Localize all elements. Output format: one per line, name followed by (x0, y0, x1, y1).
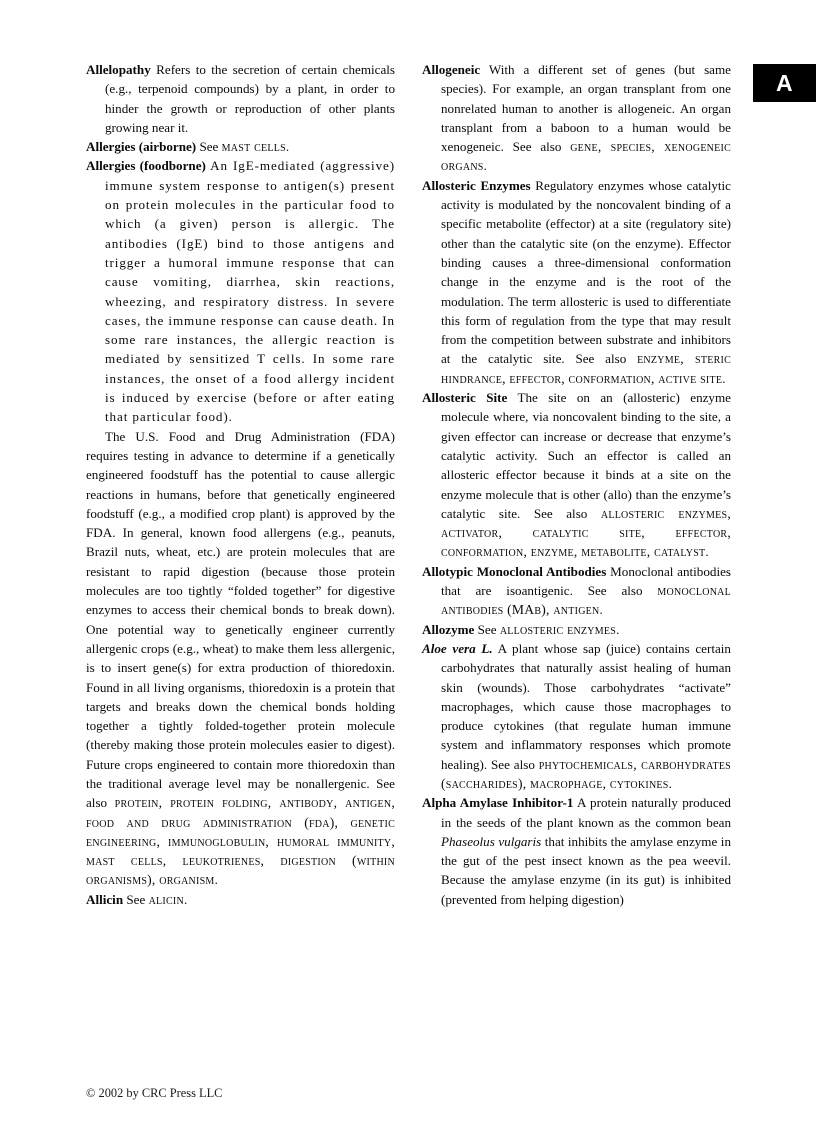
cross-reference[interactable]: monoclonal antibodies (MAb), antigen (441, 583, 731, 618)
entry-term: Allelopathy (86, 62, 151, 77)
species-name: Phaseolus vulgaris (441, 833, 542, 849)
entry-definition-tail: . (616, 621, 620, 637)
cross-reference[interactable]: protein, protein folding, antibody, antigen, food and drug administration (fda), genetic engineering, immunoglobulin, humoral immunity, mast cells, leukotrienes, digestion (within organisms), organism (86, 795, 395, 888)
entry-term: Allozyme (422, 621, 475, 637)
entry-definition: Monoclonal antibodies that are isoantigenic. See also (441, 563, 731, 599)
entry-allotypic-monoclonal-antibodies (422, 562, 731, 620)
cross-reference[interactable]: enzyme, steric hindrance, effector, conformation, active site (441, 351, 731, 386)
entry-definition-tail: . (722, 370, 726, 386)
cross-reference[interactable]: allosteric enzymes, activator, catalytic site, effector, conformation, enzyme, metabolite, catalyst (441, 505, 731, 560)
entry-term: Allotypic Monoclonal Antibodies (422, 563, 607, 579)
entry-term: Allosteric Site (422, 390, 508, 406)
entry-definition-tail: . (599, 602, 603, 618)
entry-term: Allergies (foodborne) (86, 158, 206, 174)
entry-definition-tail: . (183, 891, 188, 907)
entry-allicin (86, 890, 395, 909)
paragraph-tail: . (214, 872, 218, 888)
cross-reference[interactable]: phytochemicals, carbohydrates (saccharides), macrophage, cytokines (441, 756, 731, 791)
entry-term: Allosteric Enzymes (422, 177, 531, 193)
entry-definition: An IgE-mediated (aggressive) immune system response to antigen(s) present on protein molecules in the particular food to which (a given) person is allergic. The antibodies (IgE) bind to those antigens and trigger a humoral immune response that can cause vomiting, diarrhea, skin reactions, wheezing, and respiratory distress. In severe cases, the immune response can cause death. In some rare instances, the allergic reaction is mediated by sensitized T cells. In some rare instances, the onset of a food allergy incident is induced by exercise (before or after eating that particular food). (105, 158, 395, 425)
thumb-index-tab: A (753, 64, 816, 102)
entry-term: Allogeneic (422, 62, 481, 77)
entry-definition: See (126, 891, 149, 907)
entry-allelopathy (86, 60, 395, 137)
entry-term: Alpha Amylase Inhibitor-1 (422, 795, 574, 811)
entry-allosteric-enzymes (422, 176, 731, 388)
entry-alpha-amylase-inhibitor-1 (422, 793, 731, 909)
cross-reference[interactable]: allosteric enzymes (499, 621, 617, 637)
entry-allergies-foodborne (86, 156, 395, 426)
entry-definition: Regulatory enzymes whose catalytic activity is modulated by the noncovalent binding of a specific metabolite (effector) at a site (regulatory site) other than the catalytic site (on the enzyme). Effector binding causes a three-dimensional conformation change in the enzyme and is the root of the modulation. The term allosteric is used to differentiate this form of regulation from the type that may result from the competition between substrate and inhibitors at the catalytic site. See also (441, 177, 731, 367)
entry-definition: See (477, 621, 500, 637)
entry-allergies-foodborne-paragraph-2 (86, 427, 395, 890)
paragraph-text: The U.S. Food and Drug Administration (FDA) requires testing in advance to determine if a genetically engineered foodstuff has the potential to cause allergic reactions in humans, before that genetically engineered foodstuff (e.g., a modified crop plant) is approved by the FDA. In general, known food allergens (e.g., peanuts, Brazil nuts, wheat, etc.) are protein molecules that are resistant to rapid digestion (because those protein molecules are too tightly “folded together” for digestive enzymes to access their chemical bonds to break down). One potential way to genetically engineer currently allergenic crops (e.g., wheat) to make them less allergenic, is to insert gene(s) for extra production of thioredoxin. Found in all living organisms, thioredoxin is a protein that targets and breaks down the chemical bonds holding together a tightly folded-together protein molecule (thereby making those protein molecules easier to digest). Future crops engineered to contain more thioredoxin than the traditional average level may be nonallergenic. See also (86, 428, 395, 811)
entry-definition-tail: that inhibits the amylase enzyme in the gut of the pest insect known as the pea weevil. Because the amylase enzyme (in its gut) is inhibited (prevented from helping digestion) (441, 833, 731, 907)
entry-definition-tail: . (668, 775, 672, 791)
entry-definition: See (199, 139, 222, 155)
entry-allergies-airborne (86, 137, 395, 156)
copyright-footer: © 2002 by CRC Press LLC (86, 1086, 223, 1100)
cross-reference[interactable]: gene, species, xenogeneic organs (441, 139, 732, 174)
entry-definition-tail: . (483, 158, 487, 174)
entry-definition: With a different set of genes (but same species). For example, an organ transplant from one nonrelated human to another is allogeneic. An organ transplant from a baboon to a human would be xenogeneic. See also (441, 62, 731, 155)
entry-allosteric-site (422, 388, 731, 562)
cross-reference[interactable]: mast cells (221, 139, 286, 155)
entry-allozyme (422, 620, 731, 639)
right-column (422, 60, 731, 909)
entry-definition-tail: . (705, 544, 709, 560)
left-column (86, 60, 395, 909)
entry-definition: A protein naturally produced in the seeds of the plant known as the common bean (441, 795, 731, 830)
entry-allogeneic (422, 60, 731, 176)
entry-term: Allicin (86, 891, 124, 907)
entry-aloe-vera-l (422, 639, 731, 793)
entry-term: Allergies (airborne) (86, 139, 197, 155)
entry-term: Aloe vera L. (422, 640, 493, 656)
entry-definition: A plant whose sap (juice) contains certain carbohydrates that naturally assist healing of human skin (wounds). Those carbohydrates “activate” macrophages, which cause those macrophages to produce cytokines (that regulate human immune system and inflammatory responses which promote healing). See also (441, 640, 731, 772)
two-column-body (86, 60, 731, 909)
cross-reference[interactable]: alicin (148, 891, 184, 907)
entry-definition: The site on an (allosteric) enzyme molecule where, via noncovalent binding to the site, a given effector can increase or decrease that enzyme’s catalytic activity. Such an effector is called an allosteric effector because it binds at a site on the enzyme molecule that is other (allo) than the enzyme’s catalytic site. See also (441, 390, 731, 521)
entry-definition: Refers to the secretion of certain chemicals (e.g., terpenoid compounds) by a plant, in order to hinder the growth or reproduction of other plants growing near it. (105, 62, 395, 135)
entry-definition-tail: . (285, 139, 290, 155)
